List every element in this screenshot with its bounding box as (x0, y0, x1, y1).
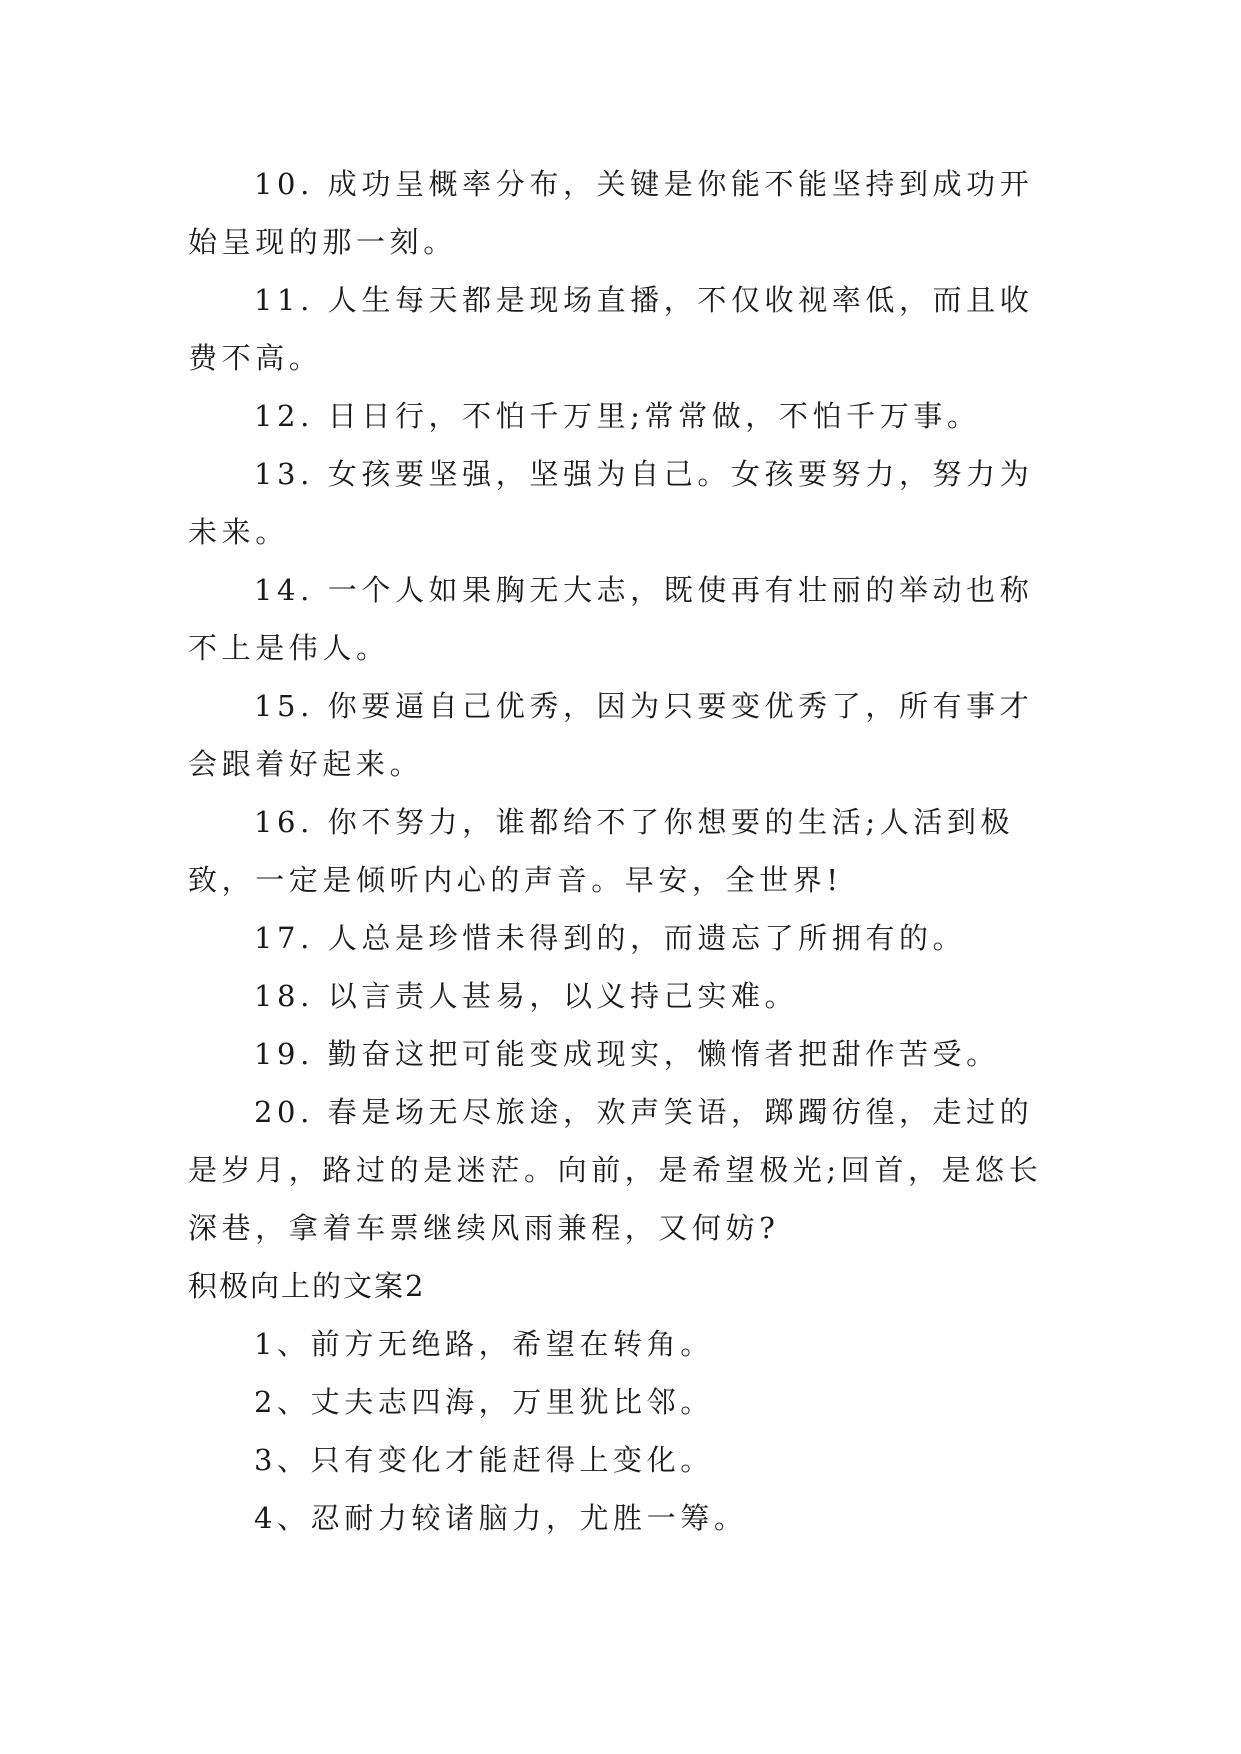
quote-item: 18. 以言责人甚易，以义持己实难。 (254, 979, 799, 1013)
quote-item: 1、前方无绝路，希望在转角。 (254, 1327, 714, 1361)
quote-item: 2、丈夫志四海，万里犹比邻。 (254, 1385, 714, 1419)
document-page (188, 155, 1058, 1547)
quote-item: 13. 女孩要坚强，坚强为自己。女孩要努力，努力为未来。 (188, 457, 1034, 549)
quote-item: 16. 你不努力，谁都给不了你想要的生活;人活到极致，一定是倾听内心的声音。早安，全世界! (188, 805, 1015, 897)
quote-item: 20. 春是场无尽旅途，欢声笑语，踯躅彷徨，走过的是岁月，路过的是迷茫。向前，是希望极光;回首，是悠长深巷，拿着车票继续风雨兼程，又何妨? (188, 1095, 1043, 1245)
quote-item: 4、忍耐力较诸脑力，尤胜一筹。 (254, 1501, 748, 1535)
quote-item: 15. 你要逼自己优秀，因为只要变优秀了，所有事才会跟着好起来。 (188, 689, 1034, 781)
quote-item: 17. 人总是珍惜未得到的，而遗忘了所拥有的。 (254, 921, 967, 955)
quote-item: 12. 日日行，不怕千万里;常常做，不怕千万事。 (254, 399, 981, 433)
quote-item: 3、只有变化才能赶得上变化。 (254, 1443, 714, 1477)
section-heading: 积极向上的文案2 (188, 1269, 426, 1303)
quote-item: 19. 勤奋这把可能变成现实，懒惰者把甜作苦受。 (254, 1037, 1000, 1071)
quote-item: 14. 一个人如果胸无大志，既使再有壮丽的举动也称不上是伟人。 (188, 573, 1034, 665)
quote-item: 11. 人生每天都是现场直播，不仅收视率低，而且收费不高。 (188, 283, 1034, 375)
quote-item: 10. 成功呈概率分布，关键是你能不能坚持到成功开始呈现的那一刻。 (188, 167, 1034, 259)
